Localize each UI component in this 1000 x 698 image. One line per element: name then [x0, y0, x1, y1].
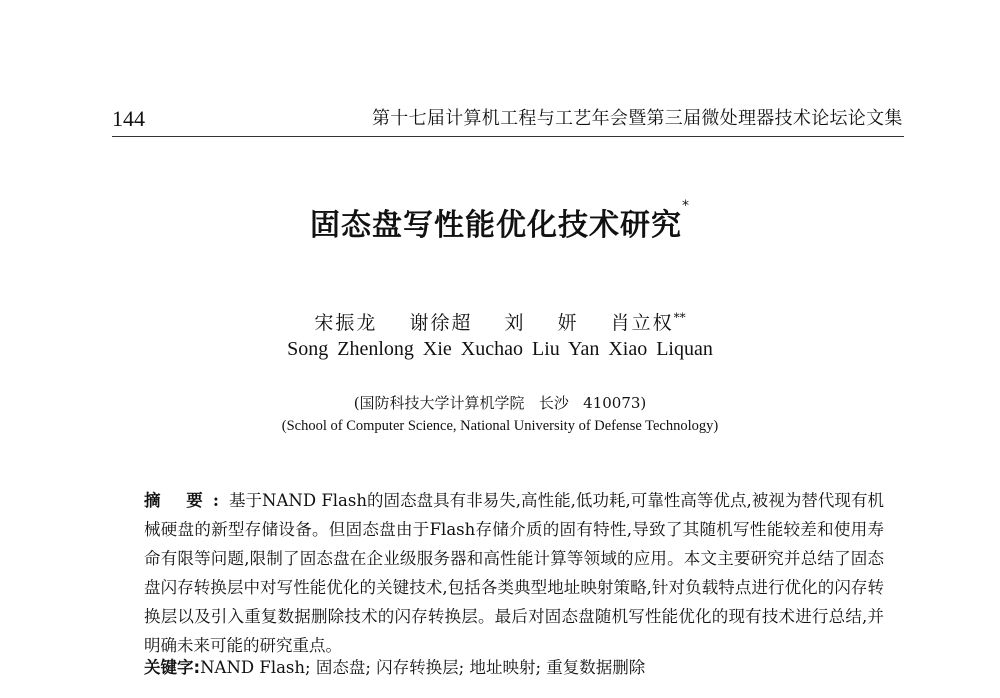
- affiliation-english: (School of Computer Science, National University of Defense Technology): [281, 418, 719, 434]
- paper-title-text: 固态盘写性能优化技术研究: [310, 208, 682, 243]
- proceedings-title: 第十七届计算机工程与工艺年会暨第三届微处理器技术论坛论文集: [372, 108, 903, 129]
- page-number: 144: [112, 106, 145, 131]
- title-footnote-mark: *: [682, 198, 690, 214]
- author-footnote-mark: **: [673, 310, 686, 325]
- paper-title: [0, 200, 1000, 244]
- affiliation-chinese: (国防科技大学计算机学院 长沙 410073): [353, 394, 647, 412]
- keywords: [144, 654, 884, 678]
- abstract: [144, 486, 884, 660]
- authors-english: Song Zhenlong Xie Xuchao Liu Yan Xiao Liquan: [287, 338, 713, 360]
- abstract-text: 基于NAND Flash的固态盘具有非易失,高性能,低功耗,可靠性高等优点,被视为替代现有机械硬盘的新型存储设备。但固态盘由于Flash存储介质的固有特性,导致了其随机写性能较差和使用寿命有限等问题,限制了固态盘在企业级服务器和高性能计算等领域的应用。本文主要研究并总结了固态盘闪存转换层中对写性能优化的关键技术,包括各类典型地址映射策略,针对负载特点进行优化的闪存转换层以及引入重复数据删除技术的闪存转换层。最后对固态盘随机写性能优化的现有技术进行总结,并明确未来可能的研究重点。: [144, 491, 884, 655]
- abstract-label: 摘 要:: [144, 491, 229, 510]
- header-rule: [112, 136, 904, 137]
- authors-chinese: [0, 308, 1000, 335]
- keywords-label: 关键字:: [144, 658, 201, 677]
- authors-chinese-text: 宋振龙 谢徐超 刘 妍 肖立权: [314, 312, 674, 334]
- keywords-text: NAND Flash; 固态盘; 闪存转换层; 地址映射; 重复数据删除: [200, 658, 646, 677]
